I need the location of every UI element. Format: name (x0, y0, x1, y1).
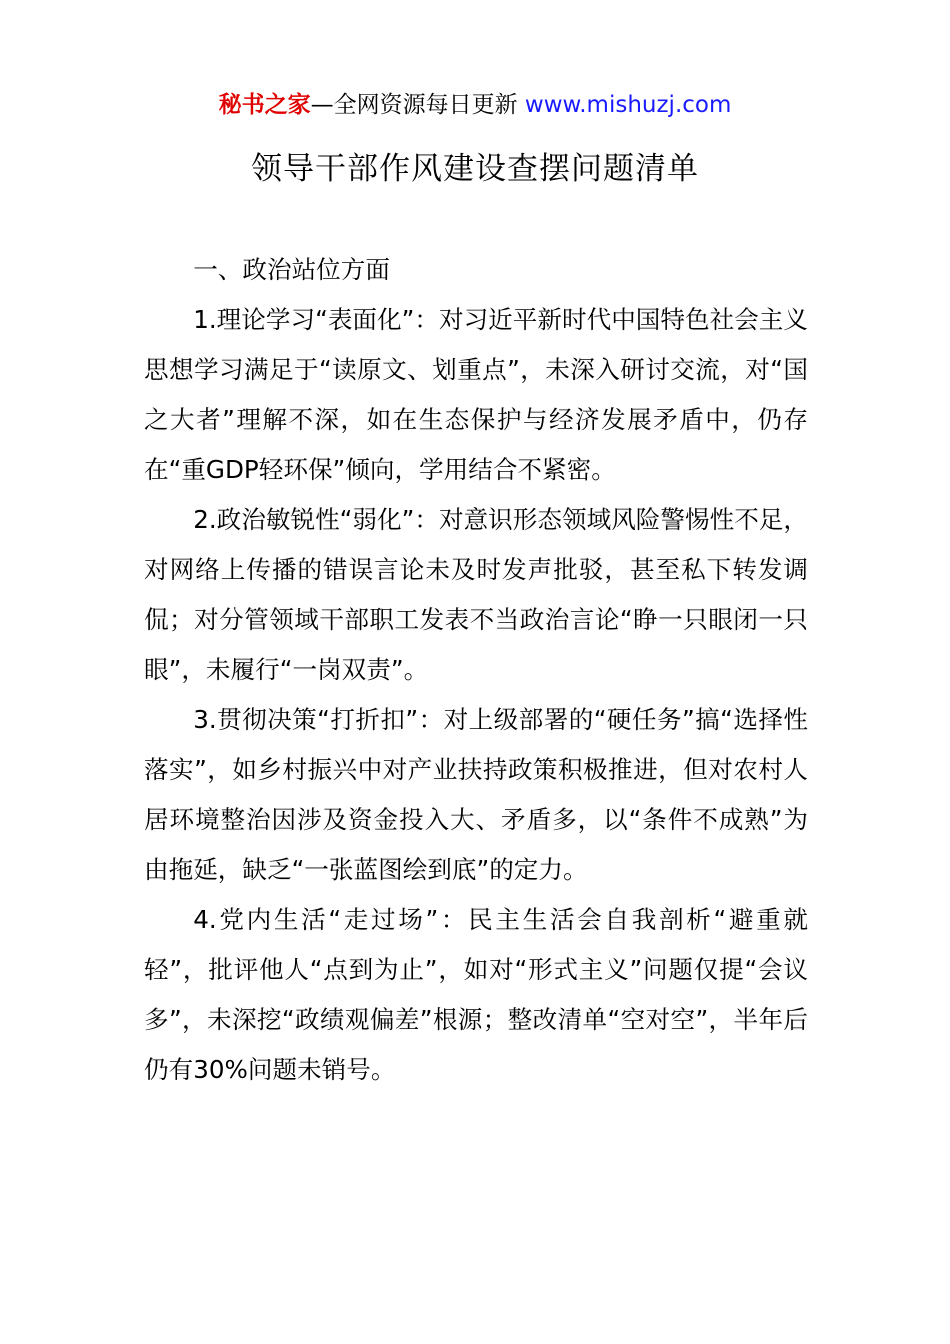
document-title: 领导干部作风建设查摆问题清单 (251, 151, 699, 187)
site-url-link[interactable]: www.mishuzj.com (524, 92, 732, 118)
brand-name: 秘书之家 (218, 92, 311, 118)
paragraph-2: 2.政治敏锐性“弱化”：对意识形态领域风险警惕性不足，对网络上传播的错误言论未及时发声批驳，甚至私下转发调侃；对分管领域干部职工发表不当政治言论“睁一只眼闭一只眼”，未履行“一岗双责”。 (144, 505, 808, 684)
header-slogan: —全网资源每日更新 (310, 92, 525, 118)
paragraph-4: 4.党内生活“走过场”：民主生活会自我剖析“避重就轻”，批评他人“点到为止”，如对“形式主义”问题仅提“会议多”，未深挖“政绩观偏差”根源；整改清单“空对空”，半年后仍有30%问题未销号。 (144, 905, 808, 1084)
site-header (0, 88, 950, 122)
section-heading: 一、政治站位方面 (193, 255, 390, 284)
document-body (144, 245, 808, 1095)
paragraph-1: 1.理论学习“表面化”：对习近平新时代中国特色社会主义思想学习满足于“读原文、划重点”，未深入研讨交流，对“国之大者”理解不深，如在生态保护与经济发展矛盾中，仍存在“重GDP轻环保”倾向，学用结合不紧密。 (144, 305, 808, 484)
paragraph-3: 3.贯彻决策“打折扣”：对上级部署的“硬任务”搞“选择性落实”，如乡村振兴中对产业扶持政策积极推进，但对农村人居环境整治因涉及资金投入大、矛盾多，以“条件不成熟”为由拖延，缺乏“一张蓝图绘到底”的定力。 (144, 705, 808, 884)
